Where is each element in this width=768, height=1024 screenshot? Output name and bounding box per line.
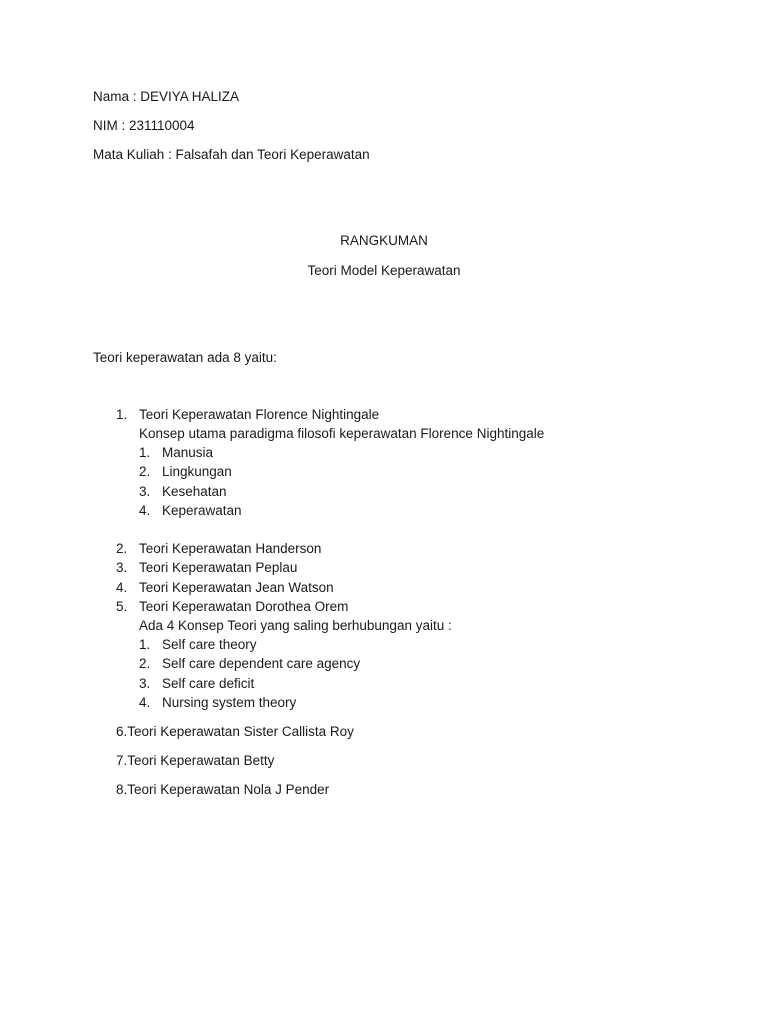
sub-list-item-label: Self care theory bbox=[162, 637, 257, 652]
sub-list-item-number: 2. bbox=[139, 656, 151, 671]
list-item-label: Teori Keperawatan Florence Nightingale bbox=[139, 407, 380, 422]
list-item-label: Teori Keperawatan Jean Watson bbox=[139, 580, 334, 595]
list-item: 6.Teori Keperawatan Sister Callista Roy bbox=[116, 724, 354, 739]
document-subtitle: Teori Model Keperawatan bbox=[307, 263, 461, 278]
sub-list-item-number: 4. bbox=[139, 503, 151, 518]
sub-list-item-number: 3. bbox=[139, 484, 151, 499]
list-item-description: Konsep utama paradigma filosofi keperawatan Florence Nightingale bbox=[139, 426, 545, 441]
list-item-label: Teori Keperawatan Peplau bbox=[139, 560, 298, 575]
document-title: RANGKUMAN bbox=[340, 233, 428, 248]
course-name: Mata Kuliah : Falsafah dan Teori Keperawatan bbox=[93, 147, 370, 162]
sub-list-item-label: Self care deficit bbox=[162, 676, 255, 691]
list-item-number: 1. bbox=[116, 407, 128, 422]
sub-list-item-label: Lingkungan bbox=[162, 464, 232, 479]
list-item-number: 3. bbox=[116, 560, 128, 575]
list-item: 8.Teori Keperawatan Nola J Pender bbox=[116, 782, 330, 797]
sub-list-item-number: 2. bbox=[139, 464, 151, 479]
list-item-label: Teori Keperawatan Handerson bbox=[139, 541, 322, 556]
list-item-label: Teori Keperawatan Dorothea Orem bbox=[139, 599, 349, 614]
list-item: 7.Teori Keperawatan Betty bbox=[116, 753, 275, 768]
list-item-description: Ada 4 Konsep Teori yang saling berhubungan yaitu : bbox=[139, 618, 452, 633]
student-name: Nama : DEVIYA HALIZA bbox=[93, 89, 240, 104]
list-item-number: 2. bbox=[116, 541, 128, 556]
sub-list-item-label: Keperawatan bbox=[162, 503, 242, 518]
sub-list-item-label: Kesehatan bbox=[162, 484, 227, 499]
sub-list-item-label: Manusia bbox=[162, 445, 214, 460]
sub-list-item-label: Nursing system theory bbox=[162, 695, 297, 710]
list-item-number: 5. bbox=[116, 599, 128, 614]
student-nim: NIM : 231110004 bbox=[93, 118, 195, 133]
sub-list-item-number: 3. bbox=[139, 676, 151, 691]
list-item-number: 4. bbox=[116, 580, 128, 595]
intro-text: Teori keperawatan ada 8 yaitu: bbox=[93, 350, 277, 365]
sub-list-item-label: Self care dependent care agency bbox=[162, 656, 361, 671]
sub-list-item-number: 1. bbox=[139, 445, 151, 460]
sub-list-item-number: 1. bbox=[139, 637, 151, 652]
sub-list-item-number: 4. bbox=[139, 695, 151, 710]
